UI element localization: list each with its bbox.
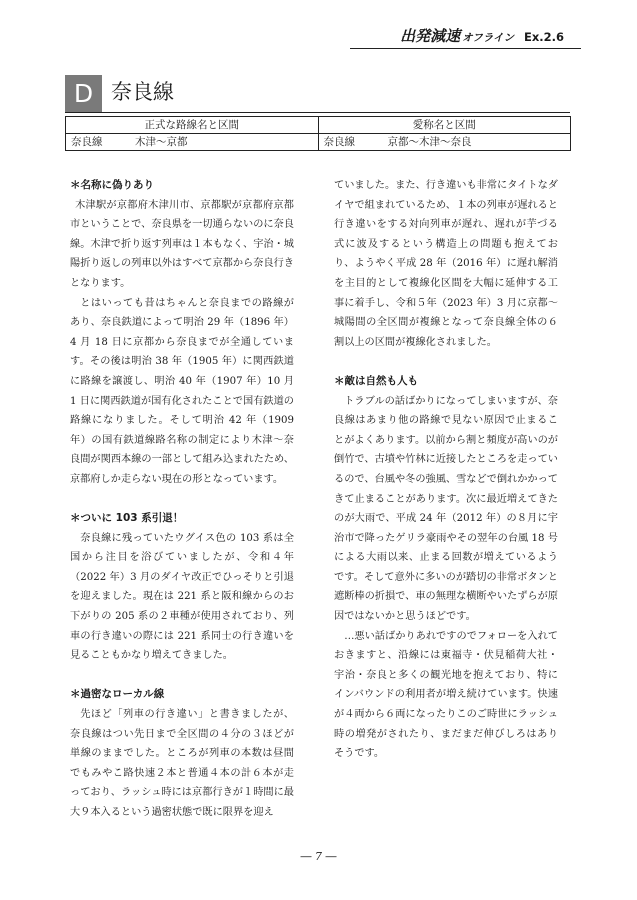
nickname-section: 京都〜木津〜奈良 [387,136,472,148]
page-number: ― 7 ― [300,850,337,863]
heading-nature-and-people: ＊敵は自然も人も [334,374,418,387]
header-edition: オフライン [462,32,514,44]
heading-name-mismatch: ＊名称に偽りあり [70,179,154,191]
paragraph-continued: ていました。また、行き違いも非常にタイトなダイヤで組まれているため、１本の列車が遅れると行き違いをする対向列車が遅れ、遅れが芋づる式に波及するという構造上の問題も抱えており、ようやく平成 28 年（2016 年）に遅れ解消を主目的として複線化区間を大幅に延伸する工事に着手し、令和５年（2023 年）3 月に京都〜城陽間の全区間が複線となって奈良線全体の６割以上の区間が複線化されました。 [334,180,558,348]
paragraph: トラブルの話ばかりになってしまいますが、奈良線はあまり他の路線で見ない原因で止まることがよくあります。以前から割と頻度が高いのが倒竹で、古墳や竹林に近接したところを走っているので、台風や冬の強風、雪などで倒れかかってきて止まることがあります。次に最近増えてきたのが大雨で、平成 24 年（2012 年）の８月に宇治市で降ったゲリラ豪雨やその翌年の台風 18 号による大雨以来、止まる回数が増えているようです。そして意外に多いのが踏切の非常ボタンと遮断棒の折損で、車の無理な横断やいたずらが原因ではないかと思うほどです。 [334,395,558,623]
paragraph: 先ほど「列車の行き違い」と書きましたが、奈良線はつい先日まで全区間の４分の３ほどが単線のままでした。ところが列車の本数は昼間でもみやこ路快速２本と普通４本の計６本が走っており、ラッシュ時には京都行きが１時間に最大９本入るという過密状態で既に限界を迎え [70,709,294,818]
route-table-header-row [66,117,571,134]
spacer [70,490,294,510]
section-letter-badge: D [65,75,102,112]
heading-103-retired: ＊ついに 103 系引退！ [70,512,184,525]
paragraph: とはいっても昔はちゃんと奈良までの路線があり、奈良鉄道によって明治 29 年（1896 年）4 月 18 日に京都から奈良までが全通しています。その後は明治 38 年（1905 年）に関西鉄道に路線を譲渡し、明治 40 年（1907 年）10 月 1 日に関西鉄道が国有化されたことで国有鉄道の路線になりました。そして明治 42 年（1909 年）の国有鉄道線路名称の制定により木津〜奈良間が関西本線の一部として組み込まれたため、京都府しか走らない現在の形となっています。 [70,297,294,485]
paragraph: 奈良線に残っていたウグイス色の 103 系は全国から注目を浴びていましたが、令和４年（2022 年）3 月のダイヤ改正でひっそりと引退を迎えました。現在は 221 系と阪和線からのお下がりの 205 系の２車種が使用されており、列車の行き違いの際には 221 系同士の行き違いを見ることもかなり増えてきました。 [70,532,294,662]
right-column [334,176,558,764]
official-cell [66,134,319,151]
header-edition-number: Ex.2.6 [523,30,564,44]
paragraph: 木津駅が京都府木津川市、京都駅が京都府京都市ということで、奈良県を一切通らないのに奈良線。木津で折り返す列車は１本もなく、宇治・城陽折り返しの列車以外はすべて京都から奈良行きとなります。 [70,199,294,289]
nickname-line-name: 奈良線 [323,136,355,148]
spacer [70,666,294,686]
heading-congested-line: ＊過密なローカル線 [70,688,165,701]
nickname-header: 愛称名と区間 [318,117,571,134]
nickname-cell [318,134,571,151]
header-brand: 出発減速 [400,27,461,45]
route-table-row [66,134,571,151]
paragraph: …悪い話ばかりあれですのでフォローを入れておきますと、沿線には東福寺・伏見稲荷大社・宇治・奈良と多くの観光地を抱えており、特にインバウンドの利用者が増え続けています。快速が４両から６両になったりこのご時世にラッシュ時の増発がされたり、まだまだ伸びしろはありそうです。 [334,630,558,760]
left-column [70,176,294,823]
title-rule [65,112,570,113]
spacer [334,352,558,372]
section-title: 奈良線 [111,80,174,104]
running-header [400,25,564,46]
official-section: 木津〜京都 [135,136,188,148]
header-rule [350,48,581,49]
official-name-header: 正式な路線名と区間 [66,117,319,134]
route-table [65,116,571,151]
official-line-name: 奈良線 [71,136,103,148]
